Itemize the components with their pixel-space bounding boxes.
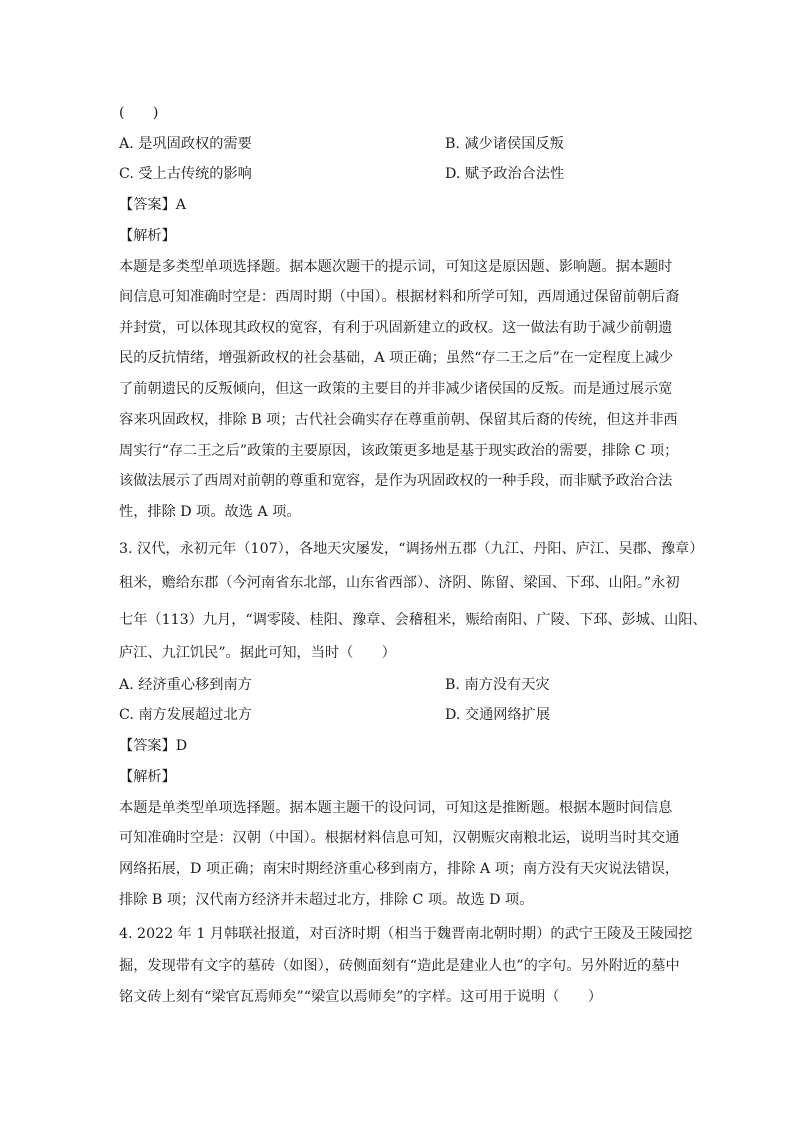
q2-analysis-line: 性，排除 D 项。故选 A 项。 (119, 504, 301, 520)
q2-answer: 【答案】A (119, 197, 186, 213)
q2-analysis-label: 【解析】 (119, 228, 176, 244)
q2-option-c: C. 受上古传统的影响 (119, 166, 252, 182)
q2-analysis-line: 该做法展示了西周对前朝的尊重和宽容，是作为巩固政权的一种手段，而非赋予政治合法 (119, 473, 673, 489)
q2-option-b: B. 减少诸侯国反叛 (445, 136, 564, 152)
q3-option-b: B. 南方没有天灾 (445, 677, 550, 693)
q3-option-c: C. 南方发展超过北方 (119, 707, 252, 723)
q4-stem-line: 4. 2022 年 1 月韩联社报道，对百济时期（相当于魏晋南北朝时期）的武宁王陵及王陵园挖 (119, 926, 693, 942)
q4-stem-line: 铭文砖上刻有“梁官瓦焉师矣”“梁宣以焉师矣”的字样。这可用于说明（ ） (119, 989, 603, 1005)
q2-option-d: D. 赋予政治合法性 (445, 166, 565, 182)
q3-stem-line: 3. 汉代，永初元年（107），各地天灾屡发，“调扬州五郡（九江、丹阳、庐江、吴郡、豫章） (119, 541, 704, 557)
q3-stem-line: 七年（113）九月，“调零陵、桂阳、豫章、会稽租米，赈给南阳、广陵、下邳、彭城、山阳、 (119, 612, 707, 628)
q3-answer: 【答案】D (119, 738, 188, 754)
q2-analysis-line: 了前朝遗民的反叛倾向，但这一政策的主要目的并非减少诸侯国的反叛。而是通过展示宽 (119, 381, 673, 397)
q3-analysis-line: 网络拓展，D 项正确；南宋时期经济重心移到南方，排除 A 项；南方没有天灾说法错误， (119, 861, 680, 877)
q4-stem-line: 掘，发现带有文字的墓砖（如图），砖侧面刻有“造此是建业人也”的字句。另外附近的墓中 (119, 958, 680, 974)
q2-analysis-line: 间信息可知准确时空是：西周时期（中国）。根据材料和所学可知，西周通过保留前朝后裔 (119, 289, 680, 305)
q2-stem-tail: ( ) (119, 105, 159, 121)
q3-analysis-line: 本题是单类型单项选择题。据本题主题干的设问词，可知这是推断题。根据本题时间信息 (119, 800, 673, 816)
q2-analysis-line: 本题是多类型单项选择题。据本题次题干的提示词，可知这是原因题、影响题。据本题时 (119, 259, 673, 275)
q3-option-a: A. 经济重心移到南方 (119, 677, 252, 693)
q3-analysis-line: 排除 B 项；汉代南方经济并未超过北方，排除 C 项。故选 D 项。 (119, 892, 534, 908)
q3-option-d: D. 交通网络扩展 (445, 707, 551, 723)
q3-stem-line: 租米，赡给东郡（今河南省东北部，山东省西部）、济阴、陈留、梁国、下邳、山阳。”永初 (119, 575, 680, 591)
q3-stem-line: 庐江、九江饥民”。据此可知，当时（ ） (119, 645, 396, 661)
q3-analysis-line: 可知准确时空是：汉朝（中国）。根据材料信息可知，汉朝赈灾南粮北运，说明当时其交通 (119, 830, 680, 846)
q3-analysis-label: 【解析】 (119, 769, 176, 785)
q2-option-a: A. 是巩固政权的需要 (119, 136, 252, 152)
q2-analysis-line: 民的反抗情绪，增强新政权的社会基础，A 项正确；虽然“存二王之后”在一定程度上减少 (119, 350, 674, 366)
q2-analysis-line: 容来巩固政权，排除 B 项；古代社会确实存在尊重前朝、保留其后裔的传统，但这并非西 (119, 412, 678, 428)
q2-analysis-line: 并封赏，可以体现其政权的宽容，有利于巩固新建立的政权。这一做法有助于减少前朝遗 (119, 320, 673, 336)
q2-analysis-line: 周实行“存二王之后”政策的主要原因，该政策更多地是基于现实政治的需要，排除 C 项； (119, 443, 679, 459)
